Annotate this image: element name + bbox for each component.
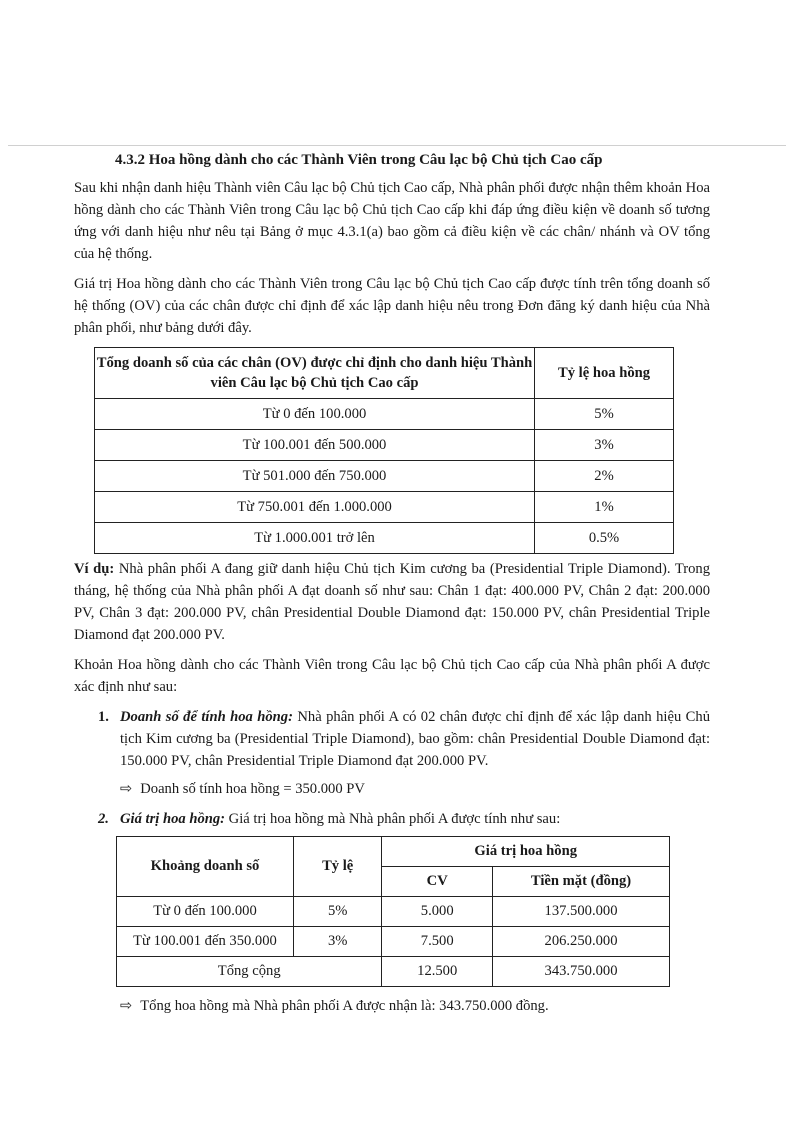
range-cell: Từ 501.000 đến 750.000 bbox=[95, 461, 535, 492]
section-heading: 4.3.2 Hoa hồng dành cho các Thành Viên trong Câu lạc bộ Chủ tịch Cao cấp bbox=[115, 152, 603, 168]
range-cell: Từ 0 đến 100.000 bbox=[117, 897, 294, 927]
cash-cell: 206.250.000 bbox=[493, 927, 670, 957]
table-row bbox=[117, 897, 670, 927]
rate-cell: 5% bbox=[535, 399, 674, 430]
commission-value-table bbox=[116, 836, 670, 987]
rate-cell: 1% bbox=[535, 492, 674, 523]
rate-cell: 5% bbox=[293, 897, 381, 927]
header-ov: Tổng doanh số của các chân (OV) được chỉ định cho danh hiệu Thành viên Câu lạc bộ Chủ tịch Cao cấp bbox=[95, 348, 535, 399]
value-paragraph: Giá trị Hoa hồng dành cho các Thành Viên trong Câu lạc bộ Chủ tịch Cao cấp được tính trên tổng doanh số hệ thống (OV) của các chân được chỉ định để xác lập danh hiệu nêu trong Đơn đăng ký danh hiệu của Nhà phân phối, như bảng dưới đây. bbox=[74, 276, 710, 336]
header-range: Khoảng doanh số bbox=[117, 837, 294, 897]
range-cell: Từ 100.001 đến 500.000 bbox=[95, 430, 535, 461]
arrow-right-icon: ⇨ bbox=[120, 998, 133, 1014]
rate-cell: 2% bbox=[535, 461, 674, 492]
table-row bbox=[117, 927, 670, 957]
item-text: Nhà phân phối A có 02 chân được chỉ định để xác lập danh hiệu Chủ tịch Kim cương ba (Presidential Triple Diamond), bao gồm: chân Presidential Double Diamond đạt: 150.000 PV, chân Presidential Triple Diamond đạt 200.000 PV. bbox=[120, 709, 710, 769]
header-cv: CV bbox=[382, 867, 493, 897]
conclusion-text: Tổng hoa hồng mà Nhà phân phối A được nhận là: 343.750.000 đồng. bbox=[140, 998, 549, 1014]
example-paragraph bbox=[74, 558, 710, 646]
rate-cell: 3% bbox=[535, 430, 674, 461]
result-text: Doanh số tính hoa hồng = 350.000 PV bbox=[140, 781, 365, 797]
arrow-right-icon: ⇨ bbox=[120, 781, 133, 797]
table-header-row bbox=[117, 837, 670, 867]
total-cv: 12.500 bbox=[382, 957, 493, 987]
table-row bbox=[95, 461, 674, 492]
range-cell: Từ 100.001 đến 350.000 bbox=[117, 927, 294, 957]
commission-rate-table bbox=[94, 347, 674, 554]
calculation-list bbox=[74, 706, 710, 772]
item-number: 1. bbox=[98, 709, 109, 725]
item-number: 2. bbox=[98, 811, 109, 827]
rate-cell: 0.5% bbox=[535, 523, 674, 554]
range-cell: Từ 0 đến 100.000 bbox=[95, 399, 535, 430]
header-rate: Tỷ lệ bbox=[293, 837, 381, 897]
table-row bbox=[95, 523, 674, 554]
header-value: Giá trị hoa hồng bbox=[382, 837, 670, 867]
total-cash: 343.750.000 bbox=[493, 957, 670, 987]
cash-cell: 137.500.000 bbox=[493, 897, 670, 927]
determination-paragraph: Khoản Hoa hồng dành cho các Thành Viên trong Câu lạc bộ Chủ tịch Cao cấp của Nhà phân phối A được xác định như sau: bbox=[74, 657, 710, 695]
example-text: Nhà phân phối A đang giữ danh hiệu Chủ tịch Kim cương ba (Presidential Triple Diamond). Trong tháng, hệ thống của Nhà phân phối A đạt doanh số như sau: Chân 1 đạt: 400.000 PV, Chân 2 đạt: 200.000 PV, Chân 3 đạt: 200.000 PV, chân Presidential Double Diamond đạt: 150.000 PV, chân Presidential Triple Diamond đạt 200.000 PV. bbox=[74, 561, 710, 643]
item-text: Giá trị hoa hồng mà Nhà phân phối A được tính như sau: bbox=[225, 811, 561, 827]
rate-cell: 3% bbox=[293, 927, 381, 957]
intro-paragraph: Sau khi nhận danh hiệu Thành viên Câu lạc bộ Chủ tịch Cao cấp, Nhà phân phối được nhận thêm khoản Hoa hồng dành cho các Thành Viên trong Câu lạc bộ Chủ tịch Cao cấp khi đáp ứng điều kiện về doanh số tương ứng với danh hiệu như nêu tại Bảng ở mục 4.3.1(a) bao gồm cả điều kiện về các chân/ nhánh và OV tổng của hệ thống. bbox=[74, 180, 710, 262]
scan-divider bbox=[8, 145, 786, 146]
example-label: Ví dụ: bbox=[74, 561, 115, 577]
calculation-list-2 bbox=[74, 808, 710, 830]
header-rate: Tỷ lệ hoa hồng bbox=[535, 348, 674, 399]
header-cash: Tiền mặt (đồng) bbox=[493, 867, 670, 897]
list-item bbox=[74, 706, 710, 772]
cv-cell: 7.500 bbox=[382, 927, 493, 957]
list-item bbox=[74, 808, 710, 830]
total-label: Tổng cộng bbox=[117, 957, 382, 987]
total-row bbox=[117, 957, 670, 987]
table-row bbox=[95, 399, 674, 430]
table-header-row bbox=[95, 348, 674, 399]
conclusion-line bbox=[120, 997, 710, 1015]
table-row bbox=[95, 430, 674, 461]
item-title: Doanh số để tính hoa hồng: bbox=[120, 709, 293, 725]
cv-cell: 5.000 bbox=[382, 897, 493, 927]
range-cell: Từ 1.000.001 trở lên bbox=[95, 523, 535, 554]
result-line bbox=[120, 778, 710, 800]
item-title: Giá trị hoa hồng: bbox=[120, 811, 226, 827]
range-cell: Từ 750.001 đến 1.000.000 bbox=[95, 492, 535, 523]
document-page bbox=[74, 152, 710, 1015]
table-row bbox=[95, 492, 674, 523]
